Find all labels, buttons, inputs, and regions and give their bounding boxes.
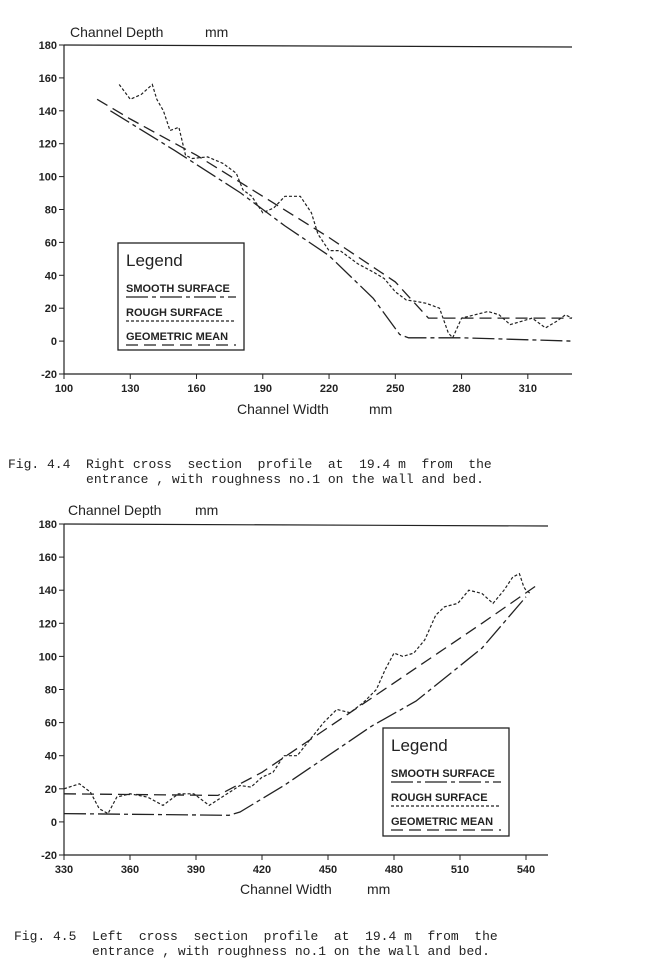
plot-top-border: [64, 45, 572, 47]
y-tick-label: 40: [44, 270, 57, 283]
y-tick-label: 0: [50, 816, 57, 829]
x-tick-label: 540: [516, 864, 536, 876]
y-tick-label: 60: [44, 717, 57, 730]
legend-item-label: SMOOTH SURFACE: [126, 283, 230, 295]
caption-label: Fig. 4.5: [14, 929, 77, 944]
plot-top-border: [64, 524, 548, 526]
x-axis-unit: mm: [367, 881, 391, 897]
y-tick-label: 180: [38, 519, 57, 531]
y-tick-label: 120: [38, 618, 57, 631]
x-tick-label: 420: [252, 864, 272, 876]
x-tick-label: 220: [319, 383, 339, 395]
y-tick-label: 100: [38, 651, 57, 664]
y-tick-label: 100: [38, 171, 57, 184]
legend-title: Legend: [391, 736, 448, 755]
y-tick-label: 180: [38, 40, 57, 52]
x-tick-label: 360: [120, 864, 140, 876]
legend-title: Legend: [126, 251, 183, 270]
y-axis-title: Channel Depth: [70, 24, 164, 40]
y-tick-label: 160: [38, 72, 57, 85]
y-axis-unit: mm: [195, 502, 219, 518]
x-tick-label: 190: [253, 383, 272, 395]
x-tick-label: 130: [121, 383, 140, 395]
x-tick-label: 100: [54, 383, 74, 395]
x-tick-label: 510: [450, 864, 470, 876]
y-tick-label: 120: [38, 138, 57, 151]
legend-item-label: GEOMETRIC MEAN: [391, 816, 494, 828]
y-tick-label: 80: [44, 684, 57, 697]
x-tick-label: 390: [186, 864, 206, 876]
caption-line-2: entrance , with roughness no.1 on the wall and bed.: [86, 472, 484, 487]
x-tick-label: 310: [518, 383, 538, 395]
legend-item-label: ROUGH SURFACE: [391, 792, 488, 804]
legend-item-label: ROUGH SURFACE: [126, 307, 223, 319]
x-tick-label: 160: [187, 383, 206, 395]
caption-line-1: Right cross section profile at 19.4 m from the: [86, 457, 492, 472]
x-tick-label: 330: [54, 864, 74, 876]
x-tick-label: 450: [318, 864, 338, 876]
y-tick-label: 80: [44, 204, 57, 217]
x-tick-label: 480: [384, 864, 404, 876]
x-axis-title: Channel Width: [240, 881, 332, 897]
legend-item-label: SMOOTH SURFACE: [391, 768, 495, 780]
y-axis-title: Channel Depth: [68, 502, 162, 518]
x-axis-unit: mm: [369, 401, 393, 417]
x-tick-label: 250: [386, 383, 405, 395]
y-tick-label: 20: [44, 783, 57, 796]
caption-line-1: Left cross section profile at 19.4 m from the: [92, 929, 498, 944]
y-tick-label: 140: [38, 585, 57, 598]
y-tick-label: -20: [41, 369, 57, 381]
y-axis-unit: mm: [205, 24, 229, 40]
legend-item-label: GEOMETRIC MEAN: [126, 331, 229, 343]
x-tick-label: 280: [452, 383, 471, 395]
figure-4-5-chart: [0, 482, 655, 902]
y-tick-label: 60: [44, 237, 57, 250]
y-tick-label: 40: [44, 750, 57, 763]
figure-4-4-chart: [0, 0, 655, 430]
figure-4-5-caption: [14, 929, 498, 959]
caption-line-2: entrance , with roughness no.1 on the wall and bed.: [92, 944, 490, 959]
x-axis-title: Channel Width: [237, 401, 329, 417]
y-tick-label: 160: [38, 552, 57, 565]
y-tick-label: 140: [38, 105, 57, 118]
y-tick-label: 20: [44, 303, 57, 316]
y-tick-label: 0: [50, 336, 57, 349]
y-tick-label: -20: [41, 850, 57, 862]
caption-label: Fig. 4.4: [8, 457, 71, 472]
